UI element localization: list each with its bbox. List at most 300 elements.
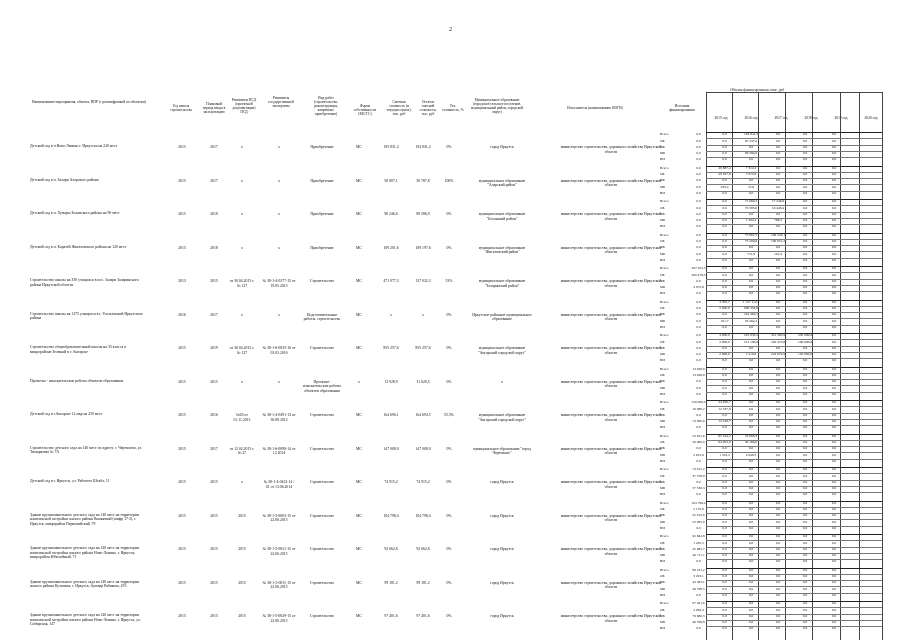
funding-amount: 0,0 <box>831 473 837 478</box>
funding-amount: 0,0 <box>696 299 701 304</box>
funding-source-label: ВИ <box>660 626 665 631</box>
object-cost: 90 246,6 <box>384 212 398 216</box>
funding-amount: 0,0 <box>831 412 837 417</box>
funding-amount: 0,0 <box>802 165 808 170</box>
object-remaining: 92 662,8 <box>416 547 430 551</box>
funding-amount: 0,0 <box>802 559 808 564</box>
funding-amount: 0,0 <box>802 525 808 530</box>
funding-amount: 0,0 <box>722 324 727 329</box>
funding-amount: 0,0 <box>722 151 727 156</box>
funding-amount: 0,0 <box>696 172 701 176</box>
funding-amount: 224 672,9 <box>771 352 785 357</box>
object-expertise: х <box>278 379 280 384</box>
object-start-year: 2015 <box>178 580 186 585</box>
funding-amount: 0,0 <box>831 507 837 511</box>
object-name: Строительство школы на 350 учащихся в пос. Залари Заларинского района Иркутской области <box>30 278 139 287</box>
object-work-type: Строительство <box>310 446 334 451</box>
funding-amount: 0,0 <box>748 190 754 195</box>
funding-amount: 0,0 <box>775 540 781 545</box>
funding-source-label: ФБ <box>660 613 665 618</box>
funding-source-label: ФБ <box>660 345 665 350</box>
object-name: Детский сад в г. Иркутск, ул. Рабочего Штаба, 11 <box>30 479 110 483</box>
funding-amount: 0,0 <box>696 412 701 417</box>
object-end-year: 2015 <box>210 379 218 384</box>
funding-amount: 0,0 <box>748 559 754 564</box>
object-end-year: 2016 <box>210 413 218 417</box>
funding-amount: 0,0 <box>748 373 754 377</box>
funding-amount: 0,0 <box>748 586 754 591</box>
funding-source-label: ВИ <box>660 492 665 497</box>
funding-amount: 0,0 <box>722 500 727 505</box>
object-end-year: 2017 <box>210 446 218 451</box>
funding-amount: 0,0 <box>775 412 781 417</box>
funding-source-label: МБ <box>660 184 666 189</box>
funding-amount: 0,0 <box>696 151 701 156</box>
funding-amount: 0,0 <box>722 601 727 606</box>
funding-amount: 0,0 <box>722 546 727 551</box>
funding-amount: 0,0 <box>748 345 754 350</box>
funding-amount: 0,0 <box>775 567 781 572</box>
funding-source-label: МБ <box>660 385 666 390</box>
object-readiness: 0% <box>446 245 452 250</box>
funding-amount: 0,0 <box>775 272 781 277</box>
funding-amount: 16 448,4 <box>771 205 785 210</box>
object-executor: министерство строительства, дорожного хозяйства Иркутской области <box>560 312 662 322</box>
header-ownership: Форма собственности (МС/ГС) <box>353 104 377 116</box>
object-ownership: х <box>358 379 360 384</box>
object-readiness: 0% <box>446 346 452 350</box>
object-work-type: Приобретение <box>310 212 334 216</box>
funding-amount: 0,0 <box>802 151 808 156</box>
funding-amount: 0,0 <box>748 546 754 551</box>
funding-amount: 0,0 <box>802 211 808 216</box>
object-ownership: МС <box>356 547 362 551</box>
funding-amount: 0,0 <box>696 138 701 143</box>
funding-amount: 0,0 <box>775 165 781 170</box>
funding-amount: 0,0 <box>802 540 808 545</box>
funding-amount: 65 164,2 <box>718 433 731 438</box>
funding-amount: 0,0 <box>696 218 701 223</box>
funding-amount: 0,0 <box>696 626 701 631</box>
funding-amount: 0,0 <box>696 358 701 363</box>
object-end-year: 2019 <box>210 346 218 350</box>
funding-amount: 71 669,2 <box>744 199 758 204</box>
object-readiness: 0% <box>446 547 452 551</box>
object-readiness: 100% <box>444 178 454 183</box>
funding-amount: 75 961,5 <box>744 232 758 237</box>
funding-amount: 0,0 <box>748 626 754 631</box>
object-pd: 2015 <box>238 547 246 551</box>
funding-amount: 0,0 <box>831 425 837 430</box>
funding-amount: 0,0 <box>748 446 754 451</box>
funding-source-label: МБ <box>660 586 666 591</box>
funding-amount: 0,0 <box>722 266 727 271</box>
object-ownership: МС <box>356 346 362 350</box>
funding-amount: 2 640,3 <box>745 452 757 457</box>
funding-amount: 0,0 <box>775 278 781 283</box>
funding-amount: 0,0 <box>722 540 727 545</box>
funding-source-label: ФБ <box>660 412 665 417</box>
funding-source-label: ФБ <box>660 580 665 585</box>
object-ownership: МС <box>356 513 362 518</box>
funding-amount: 0,0 <box>831 245 837 250</box>
funding-amount: 0,0 <box>722 507 727 511</box>
funding-amount: 0,0 <box>831 352 837 357</box>
object-work-type: Строительство <box>310 480 334 484</box>
funding-source-label: МБ <box>660 519 666 524</box>
funding-amount: 0,0 <box>696 492 701 497</box>
funding-amount: 0,0 <box>722 613 727 618</box>
object-municipality: муниципальное образование "город Черемхово" <box>473 446 531 456</box>
funding-amount: 0,0 <box>802 205 808 210</box>
funding-amount: 0,0 <box>748 620 754 625</box>
funding-amount: 0,0 <box>722 534 727 539</box>
funding-amount: 0,0 <box>775 525 781 530</box>
object-cost: 50 807,1 <box>384 178 398 183</box>
object-executor: министерство строительства, дорожного хозяйства Иркутской области <box>560 178 662 188</box>
object-work-type: Строительство <box>310 513 334 518</box>
funding-source-label: МБ <box>660 352 666 357</box>
object-end-year: 2017 <box>210 145 218 149</box>
object-remaining: 147 008,0 <box>415 446 431 451</box>
funding-amount: 0,0 <box>748 224 754 229</box>
funding-amount: 0,0 <box>775 266 781 271</box>
header-year-2019: 2019 год <box>834 116 848 120</box>
funding-amount: 37 378,9 <box>692 473 705 478</box>
object-executor: министерство строительства, дорожного хозяйства Иркутской области <box>560 446 662 456</box>
object-remaining: 50 787,8 <box>416 178 430 183</box>
funding-amount: 0,0 <box>748 379 754 384</box>
object-row <box>0 534 905 568</box>
funding-amount: 0,0 <box>748 257 754 262</box>
funding-source-label: ОБ <box>660 574 665 578</box>
object-work-type: Проектно-изыскательские работы объектов образования <box>303 379 341 393</box>
object-pd: х <box>241 178 243 183</box>
funding-source-label: Всего <box>660 500 669 505</box>
funding-amount: 0,0 <box>748 211 754 216</box>
funding-amount: 0,0 <box>831 373 837 377</box>
object-end-year: 2015 <box>210 580 218 585</box>
object-work-type: Строительство <box>310 614 334 618</box>
funding-amount: 0,0 <box>802 400 808 405</box>
funding-amount: 0,0 <box>775 452 781 457</box>
object-ownership: МС <box>356 413 362 417</box>
object-end-year: 2015 <box>210 513 218 518</box>
funding-source-label: МБ <box>660 251 666 256</box>
funding-amount: 12 537,8 <box>718 406 731 411</box>
object-municipality: Иркутское районное муниципальное образование <box>472 312 532 322</box>
funding-amount: 0,0 <box>831 224 837 229</box>
funding-amount: 0,0 <box>748 266 754 271</box>
funding-source-label: ОБ <box>660 607 665 612</box>
header-executor: Исполнитель (наименование ИОГВ) <box>567 106 623 110</box>
funding-amount: 0,0 <box>696 144 701 149</box>
object-expertise: № 38-1-5-0011-15 от 22.06.2015 <box>262 580 296 590</box>
funding-amount: 0,0 <box>696 324 701 329</box>
object-pd: х <box>241 212 243 216</box>
funding-amount: 0,0 <box>775 299 781 304</box>
funding-amount: 0,0 <box>722 458 727 463</box>
funding-amount: 0,0 <box>722 245 727 250</box>
funding-amount: 0,0 <box>802 546 808 551</box>
funding-amount: 92 662,8 <box>692 534 705 539</box>
funding-amount: 0,0 <box>775 144 781 149</box>
object-remaining: 104 798,4 <box>415 513 431 518</box>
funding-source-label: ВИ <box>660 257 665 262</box>
funding-amount: 0,0 <box>696 525 701 530</box>
funding-amount: 0,0 <box>775 190 781 195</box>
object-work-type: Приобретение <box>310 178 334 183</box>
object-name: Здание крупнопанельного детского сада на 140 мест на территории комплексной застройки жилого района Вишневый (шифр 17-2), г. Иркутск, микрорайон Первомайский, 79 <box>30 512 139 526</box>
funding-amount: 46 711,7 <box>692 553 705 558</box>
funding-amount: 0,0 <box>748 366 754 371</box>
funding-amount: 0,0 <box>748 385 754 390</box>
object-name: Строительство детского сада на 140 мест по адресу: г. Черемхово, ул. Тимирязева № 7А <box>30 445 143 455</box>
funding-amount: 0,0 <box>775 318 781 323</box>
object-work-type: Подготовительные работы, строительство <box>303 312 341 322</box>
funding-amount: 0,0 <box>696 232 701 237</box>
object-municipality: муниципальное образование "Заларинский район" <box>478 279 526 288</box>
funding-amount: 17 246,6 <box>771 199 785 204</box>
funding-amount: 0,0 <box>802 385 808 390</box>
header-municipality: Муниципальное образование (городское/сельское поселение, муниципальный район, городской округ) <box>470 98 524 114</box>
funding-amount: 0,0 <box>696 592 701 597</box>
funding-amount: 0,0 <box>748 613 754 618</box>
funding-amount: 0,0 <box>722 178 727 183</box>
funding-amount: 0,0 <box>748 285 754 290</box>
funding-amount: 0,0 <box>722 525 727 530</box>
funding-amount: 0,0 <box>722 626 727 631</box>
funding-amount: 0,0 <box>775 500 781 505</box>
funding-source-label: МБ <box>660 553 666 558</box>
object-cost: 13 928,9 <box>384 379 398 384</box>
funding-amount: 0,0 <box>748 513 754 518</box>
funding-source-label: Всего <box>660 433 669 438</box>
funding-amount: 0,0 <box>722 144 727 149</box>
object-end-year: 2015 <box>210 547 218 551</box>
funding-amount: 0,0 <box>775 553 781 558</box>
funding-amount: 0,0 <box>831 519 837 524</box>
funding-amount: 0,0 <box>831 339 837 344</box>
funding-amount: 191,9 <box>774 251 782 256</box>
object-remaining: 137 032,3 <box>415 279 431 283</box>
funding-amount: 0,0 <box>831 366 837 371</box>
funding-amount: 0,0 <box>722 479 727 484</box>
funding-amount: 0,0 <box>722 425 727 430</box>
funding-amount: 0,0 <box>831 205 837 210</box>
funding-amount: 0,0 <box>722 272 727 277</box>
funding-amount: 0,0 <box>802 586 808 591</box>
object-pd: х <box>241 245 243 250</box>
funding-amount: 24 956,7 <box>718 400 731 405</box>
funding-amount: 0,0 <box>802 132 808 137</box>
funding-amount: 0,0 <box>802 574 808 578</box>
funding-amount: 0,0 <box>831 400 837 405</box>
funding-amount: 0,0 <box>722 473 727 478</box>
funding-amount: 0,0 <box>802 601 808 606</box>
funding-amount: 0,0 <box>722 519 727 524</box>
funding-amount: 0,0 <box>775 366 781 371</box>
funding-amount: 0,0 <box>831 239 837 243</box>
funding-source-label: ВИ <box>660 190 665 195</box>
funding-amount: 0,0 <box>802 440 808 444</box>
funding-amount: 0,0 <box>831 333 837 338</box>
funding-amount: 0,0 <box>802 626 808 631</box>
object-name: Здание крупнопанельного детского сада на 140 мест на территории комплексной застройки жилого района Ново-Ленино, г. Иркутск, микрорайон Юбилейный, 71 <box>30 546 139 560</box>
funding-amount: 74 915,2 <box>692 467 705 472</box>
funding-amount: 0,0 <box>696 184 701 189</box>
funding-source-label: ОБ <box>660 440 665 444</box>
funding-amount: 0,0 <box>748 412 754 417</box>
object-end-year: 2017 <box>210 178 218 183</box>
funding-amount: 1 265,5 <box>693 540 704 545</box>
header-expertise: Реквизиты государственной экспертизы <box>268 96 294 108</box>
funding-source-label: ОБ <box>660 272 665 277</box>
funding-amount: 239,4 <box>720 184 729 189</box>
funding-amount: 0,0 <box>722 592 727 597</box>
object-start-year: 2015 <box>178 178 186 183</box>
funding-amount: 0,0 <box>722 232 727 237</box>
object-ownership: МС <box>356 178 362 183</box>
object-work-type: Строительство <box>310 547 334 551</box>
funding-amount: 0,0 <box>696 352 701 357</box>
funding-amount: 0,0 <box>802 218 808 223</box>
object-remaining: 855 257,6 <box>415 346 431 350</box>
funding-amount: 0,0 <box>775 391 781 396</box>
funding-amount: 906 354,6 <box>744 306 758 310</box>
funding-amount: 0,0 <box>831 299 837 304</box>
funding-source-label: МБ <box>660 285 666 290</box>
object-end-year: 2015 <box>210 279 218 283</box>
funding-amount: 0,0 <box>748 607 754 612</box>
funding-amount: 0,0 <box>748 178 754 183</box>
object-row <box>0 434 905 468</box>
funding-amount: 0,0 <box>775 312 781 317</box>
funding-amount: 0,0 <box>831 199 837 204</box>
funding-amount: 0,0 <box>802 592 808 597</box>
header-name: Наименование мероприятия, объекта, ППР (с расшифровкой по объектам) <box>32 100 146 104</box>
funding-amount: 0,0 <box>831 458 837 463</box>
funding-source-label: Всего <box>660 467 669 472</box>
object-row <box>0 132 905 166</box>
funding-amount: 2 026,4 <box>693 607 704 612</box>
funding-amount: 0,0 <box>802 306 808 310</box>
funding-amount: 0,0 <box>831 144 837 149</box>
funding-amount: 50 000,0 <box>692 440 705 444</box>
funding-amount: 0,0 <box>696 559 701 564</box>
funding-amount: 0,0 <box>831 172 837 176</box>
funding-amount: 0,0 <box>748 553 754 558</box>
object-expertise: № 38-1-6-0035-16 от 03.03.2016 <box>262 346 296 355</box>
funding-amount: 0,0 <box>831 151 837 156</box>
funding-amount: 0,0 <box>722 513 727 518</box>
funding-amount: 0,0 <box>775 546 781 551</box>
funding-source-label: ОБ <box>660 540 665 545</box>
funding-amount: 0,0 <box>831 626 837 631</box>
funding-amount: 0,0 <box>722 486 727 491</box>
object-executor: министерство строительства, дорожного хозяйства Иркутской области <box>560 413 662 422</box>
funding-amount: 7 075,6 <box>745 172 757 176</box>
object-readiness: 0% <box>446 614 452 618</box>
funding-amount: 64 052,0 <box>718 440 731 444</box>
page-number: 2 <box>449 27 452 33</box>
object-ownership: МС <box>356 212 362 216</box>
funding-amount: 0,0 <box>831 324 837 329</box>
funding-amount: 0,0 <box>722 467 727 472</box>
funding-amount: 0,0 <box>748 144 754 149</box>
header-year-2018: 2018 год <box>804 116 818 120</box>
funding-amount: 0,0 <box>802 251 808 256</box>
funding-source-label: МБ <box>660 151 666 156</box>
object-ownership: МС <box>356 446 362 451</box>
funding-amount: 0,0 <box>831 232 837 237</box>
funding-amount: 7 219,6 <box>745 352 757 357</box>
funding-amount: 0,0 <box>831 190 837 195</box>
funding-amount: 52 631,6 <box>692 433 705 438</box>
funding-source-label: ОБ <box>660 339 665 344</box>
object-municipality: город Иркутск <box>490 513 514 518</box>
funding-source-label: ФБ <box>660 546 665 551</box>
funding-source-label: ФБ <box>660 211 665 216</box>
header-source: Источник финансирования <box>669 104 695 112</box>
object-municipality: муниципальное образование "Ангарский городской округ" <box>478 346 526 355</box>
funding-amount: 0,0 <box>831 440 837 444</box>
funding-amount: 0,0 <box>802 157 808 162</box>
funding-source-label: ФБ <box>660 446 665 451</box>
object-ownership: МС <box>356 614 362 618</box>
funding-amount: 0,0 <box>696 165 701 170</box>
funding-amount: 0,0 <box>802 391 808 396</box>
object-expertise: х <box>278 178 280 183</box>
object-readiness: 0% <box>446 212 452 216</box>
funding-amount: 0,0 <box>802 199 808 204</box>
funding-amount: 0,0 <box>831 211 837 216</box>
header-year-2020: 2020 год <box>864 116 878 120</box>
funding-amount: 0,0 <box>722 559 727 564</box>
funding-source-label: ВИ <box>660 458 665 463</box>
funding-amount: 0,0 <box>831 132 837 137</box>
funding-amount: 0,0 <box>748 479 754 484</box>
funding-amount: 150 066,5 <box>691 400 706 405</box>
funding-amount: 0,0 <box>696 157 701 162</box>
funding-amount: 0,0 <box>802 473 808 478</box>
funding-amount: 0,0 <box>696 479 701 484</box>
funding-amount: 0,0 <box>775 458 781 463</box>
object-readiness: 0% <box>446 379 452 384</box>
object-cost: 99 181,2 <box>384 580 398 585</box>
funding-amount: 52 095,9 <box>692 519 705 524</box>
funding-amount: 0,0 <box>831 419 837 424</box>
funding-amount: 0,0 <box>748 507 754 511</box>
object-cost: 147 008,0 <box>383 446 399 451</box>
funding-amount: 0,0 <box>722 199 727 204</box>
funding-amount: 0,0 <box>802 406 808 411</box>
object-end-year: 2018 <box>210 212 218 216</box>
funding-amount: 0,0 <box>831 467 837 472</box>
funding-amount: 0,0 <box>696 178 701 183</box>
object-pd: от 12.02.2015 г. № 27 <box>229 446 255 456</box>
object-row <box>0 300 905 334</box>
funding-source-label: МБ <box>660 419 666 424</box>
funding-amount: 0,0 <box>748 157 754 162</box>
funding-amount: 0,0 <box>696 446 701 451</box>
object-pd: х <box>241 379 243 384</box>
header-est-cost: Сметная стоимость (в текущих ценах), тыс. руб <box>386 100 412 116</box>
object-pd: 2015 <box>238 580 246 585</box>
object-remaining: 194 841,2 <box>415 145 431 149</box>
object-readiness: 55,5% <box>444 413 454 417</box>
funding-amount: 0,0 <box>802 452 808 457</box>
